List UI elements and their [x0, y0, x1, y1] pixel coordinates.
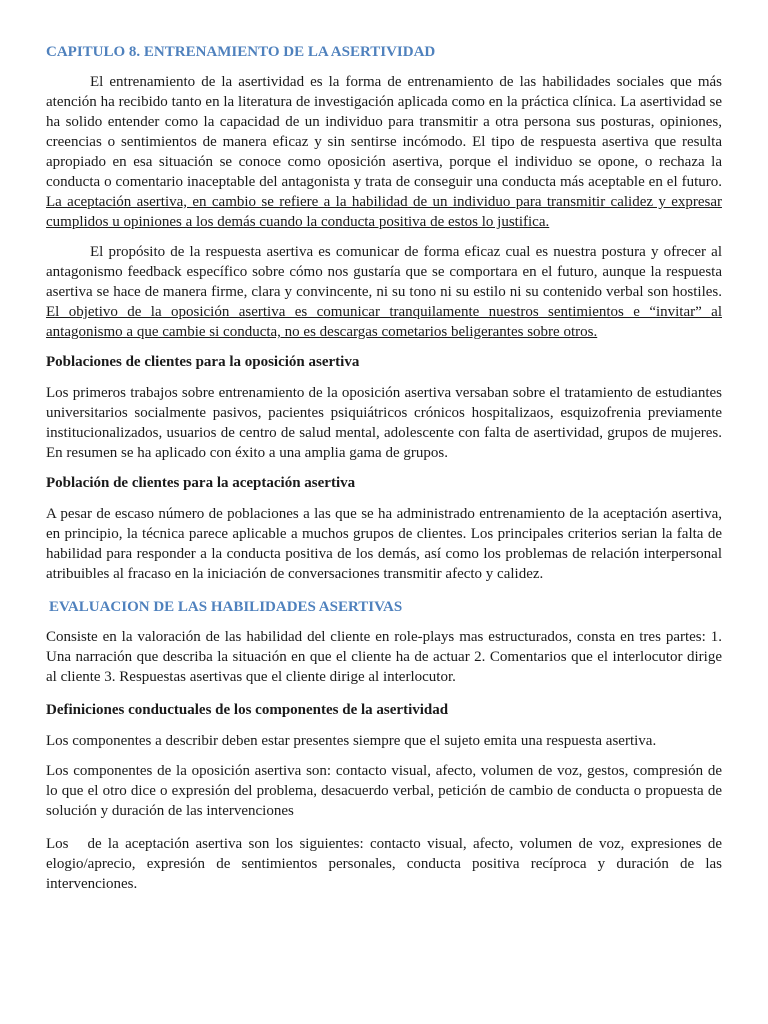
chapter-heading: CAPITULO 8. ENTRENAMIENTO DE LA ASERTIVIDAD — [46, 44, 436, 60]
paragraph-opposition-components: Los componentes de la oposición asertiva son: contacto visual, afecto, volumen de voz, gestos, compresión de lo que el otro dice o expresión del problema, desacuerdo verbal, petición de cambio de conducta o propuesta de solución y duración de las intervenciones — [46, 763, 722, 819]
paragraph-assertiveness-training — [46, 72, 722, 232]
underlined-sentence: La aceptación asertiva, en cambio se refiere a la habilidad de un individuo para transmitir calidez y expresar cumplidos u opiniones a los demás cuando la conducta positiva de estos lo justifica. — [46, 194, 722, 230]
paragraph-assertive-response-purpose — [46, 242, 722, 342]
paragraph-components-intro: Los componentes a describir deben estar presentes siempre que el sujeto emita una respuesta asertiva. — [46, 733, 657, 749]
subheading-opposition-populations: Poblaciones de clientes para la oposición asertiva — [46, 354, 360, 370]
paragraph-text: El propósito de la respuesta asertiva es comunicar de forma eficaz cual es nuestra postura y ofrecer al antagonismo feedback específico sobre cómo nos gustaría que se comportara en el futuro, aunque la respuesta asertiva se hace de manera firme, clara y convincente, ni su tono ni su estilo ni su contenido verbal son hostiles. — [46, 244, 722, 300]
subheading-behavioral-definitions: Definiciones conductuales de los componentes de la asertividad — [46, 702, 449, 718]
paragraph-evaluation: Consiste en la valoración de las habilidad del cliente en role-plays mas estructurados, consta en tres partes: 1. Una narración que describa la situación en que el cliente ha de actuar 2. Comentarios que el interlocutor dirige al cliente 3. Respuestas asertivas que el cliente dirige al interlocutor. — [46, 629, 722, 685]
underlined-sentence: El objetivo de la oposición asertiva es comunicar tranquilamente nuestros sentimientos e “invitar” al antagonismo a que cambie si conducta, no es descargas cometarios beligerantes sobre otros. — [46, 304, 722, 340]
paragraph-acceptance-components: Los de la aceptación asertiva son los siguientes: contacto visual, afecto, volumen de voz, expresiones de elogio/aprecio, expresión de sentimientos personales, conducta positiva recíproca y duración de las intervenciones. — [46, 836, 726, 892]
subheading-acceptance-populations: Población de clientes para la aceptación asertiva — [46, 475, 356, 491]
section-heading-evaluation: EVALUACION DE LAS HABILIDADES ASERTIVAS — [49, 599, 403, 615]
paragraph-text: El entrenamiento de la asertividad es la forma de entrenamiento de las habilidades sociales que más atención ha recibido tanto en la literatura de investigación aplicada como en la práctica clínica. La asertividad se ha solido entender como la capacidad de un individuo para transmitir a otra persona sus posturas, opiniones, creencias o sentimientos de manera eficaz y sin sentirse incómodo. El tipo de respuesta asertiva que resulta apropiado en esa situación se conoce como oposición asertiva, porque el individuo se opone, o rechaza la conducta o comentario inaceptable del antagonista y trata de conseguir una conducta más aceptable en el futuro. — [46, 74, 722, 190]
paragraph-acceptance-populations: A pesar de escaso número de poblaciones a las que se ha administrado entrenamiento de la aceptación asertiva, en principio, la técnica parece aplicable a muchos grupos de clientes. Los principales criterios serian la falta de habilidad para responder a la conducta positiva de los demás, así como los problemas de relación interpersonal atribuibles al fracaso en la iniciación de conversaciones transmitir afecto y calidez. — [46, 506, 722, 582]
document-page — [46, 40, 726, 904]
paragraph-opposition-populations: Los primeros trabajos sobre entrenamiento de la oposición asertiva versaban sobre el tratamiento de estudiantes universitarios socialmente pasivos, pacientes psiquiátricos crónicos hospitalizaos, esquizofrenia previamente institucionalizados, usuarios de centro de salud mental, adolescente con falta de asertividad, grupos de mujeres. En resumen se ha aplicado con éxito a una amplia gama de grupos. — [46, 385, 722, 461]
